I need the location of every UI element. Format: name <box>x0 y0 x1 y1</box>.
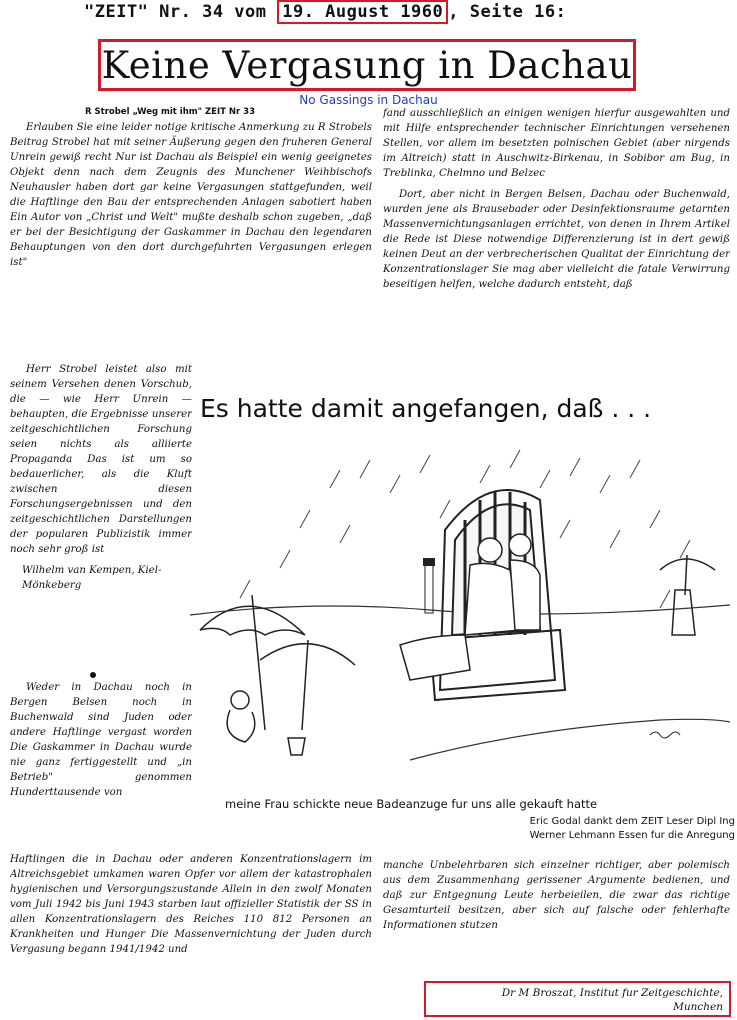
bucket-icon <box>288 738 305 755</box>
letter-two-bottom-left-text: Haftlingen die in Dachau oder anderen Konzentrationslagern im Altreichsgebiet umkamen waren Opfer vor allem der katastrophalen hygienischen und Versorgungszustande Allein in den zwolf Monaten vom Juli 1942 bis Juni 1943 starben laut offizieller Statistik der SS in allen Konzentrationslagern des Reiches 110 812 Personen an Krankheiten und Hunger Die Massenvernichtung der Juden durch Vergasung begann 1941/1942 und <box>10 854 372 955</box>
letter-two-right-top: fand ausschließlich an einigen wenigen hierfur ausgewahlten und mit Hilfe entsprechender technischer Einrichtungen versehenen Stellen, vor allem im besetzten polnischen Gebiet (aber nirgends im Altreich) statt in Auschwitz-Birkenau, in Sobibor am Bug, in Treblinka, Chelmno und Belzec <box>383 108 730 179</box>
letter-two-bottom-left <box>10 852 372 1020</box>
headline: Keine Vergasung in Dachau <box>101 43 633 87</box>
highlighted-date: 19. August 1960 <box>277 0 448 24</box>
masthead <box>84 2 724 22</box>
separator-dot <box>90 672 96 678</box>
signature-line-2: Munchen <box>673 1001 723 1013</box>
umbrella-left <box>200 595 305 730</box>
cartoon-title: Es hatte damit angefangen, daß . . . <box>200 394 652 423</box>
cartoon-credit-line-1: Eric Godal dankt dem ZEIT Leser Dipl Ing <box>529 816 735 827</box>
letter-two-narrow-column <box>10 680 192 850</box>
artist-signature <box>650 732 680 738</box>
masthead-suffix: , Seite 16: <box>448 2 567 22</box>
letter-one-continuation <box>10 362 192 662</box>
walker-with-umbrella <box>660 555 715 635</box>
letter-two-paragraph-1: Weder in Dachau noch in Bergen Belsen noch in Buchenwald sind Juden oder andere Haftlinge vergast worden Die Gaskammer in Dachau wurde nie ganz fertiggestellt und „in Betrieb" genommen Hunderttausende von <box>10 682 192 798</box>
headline-translation: No Gassings in Dachau <box>299 93 438 107</box>
letter-one-paragraph-2: Herr Strobel leistet also mit seinem Versehen denen Vorschub, die — wie Herr Unrein — behaupten, die Ergebnisse unserer zeitgeschichtlichen Forschung seien nichts als alliierte Propaganda Das ist um so bedauerlicher, als die Kluft zwischen diesen Forschungsergebnissen und den zeitgeschichtlichen Darstellungen der popularen Publizistik immer noch sehr groß ist <box>10 364 192 555</box>
letter-two-right-paragraph-2: Dort, aber nicht in Bergen Belsen, Dachau oder Buchenwald, wurden jene als Brausebader oder Desinfektionsraume getarnten Massenvernichtungsanlagen errichtet, von denen in Ihrem Artikel die Rede ist Diese notwendige Differenzierung ist in dert gewiß keinen Deut an der verbrecherischen Qualitat der Einrichtung der Konzentrationslager Sie mag aber vielleicht die fatale Verwirrung beseitigen helfen, welche dadurch entsteht, daß <box>383 189 730 290</box>
cartoon-credit-line-2: Werner Lehmann Essen fur die Anregung <box>529 830 735 841</box>
lighthouse <box>425 565 433 613</box>
signature-highlight-box <box>424 981 731 1017</box>
beach-chair-cartoon <box>190 430 730 792</box>
letter-one-paragraph-1: Erlauben Sie eine leider notige kritische Anmerkung zu R Strobels Beitrag Strobel hat mit seiner Äußerung gegen den fruheren General Unrein gewiß recht Nur ist Dachau als Beispiel ein wenig geeignetes Objekt denn nach dem Zeugnis des Munchener Weihbischofs Neuhausler haben dort gar keine Vergasungen stattgefunden, weil die Haftlinge den Bau der entsprechenden Anlagen sabotiert haben Ein Autor von „Christ und Welt" mußte deshalb schon zugeben, „daß er bei der Besichtigung der Gaskammer in Dachau den legendaren Behauptungen von den dort durchgefuhrten Vergasungen erlegen ist" <box>10 122 372 268</box>
letter-one-text <box>10 120 372 360</box>
letter-one-signer: Wilhelm van Kempen, Kiel-Mönkeberg <box>22 565 162 591</box>
letter-two-column-right <box>383 106 730 391</box>
letter-two-bottom-right-text: manche Unbelehrbaren sich einzelner richtiger, aber polemisch aus dem Zusammenhang gerissener Argumente bedienen, und daß zur Entgegnung Leute herbeieilen, die zwar das richtige Gesamturteil besitzen, aber sich auf falsche oder fehlerhafte Informationen stutzen <box>383 860 730 931</box>
signature-line-1: Dr M Broszat, Institut fur Zeitgeschichte, <box>501 987 723 999</box>
headline-highlight-box <box>98 39 636 91</box>
umbrella-middle <box>260 640 355 730</box>
cartoon-caption: meine Frau schickte neue Badeanzuge fur uns alle gekauft hatte <box>225 797 598 811</box>
letter-two-bottom-right <box>383 858 730 976</box>
cartoon-credit <box>410 815 735 843</box>
article-reference: R Strobel „Weg mit ihm" ZEIT Nr 33 <box>85 107 256 117</box>
child-figure <box>227 691 255 742</box>
masthead-prefix: "ZEIT" Nr. 34 vom <box>84 2 278 22</box>
